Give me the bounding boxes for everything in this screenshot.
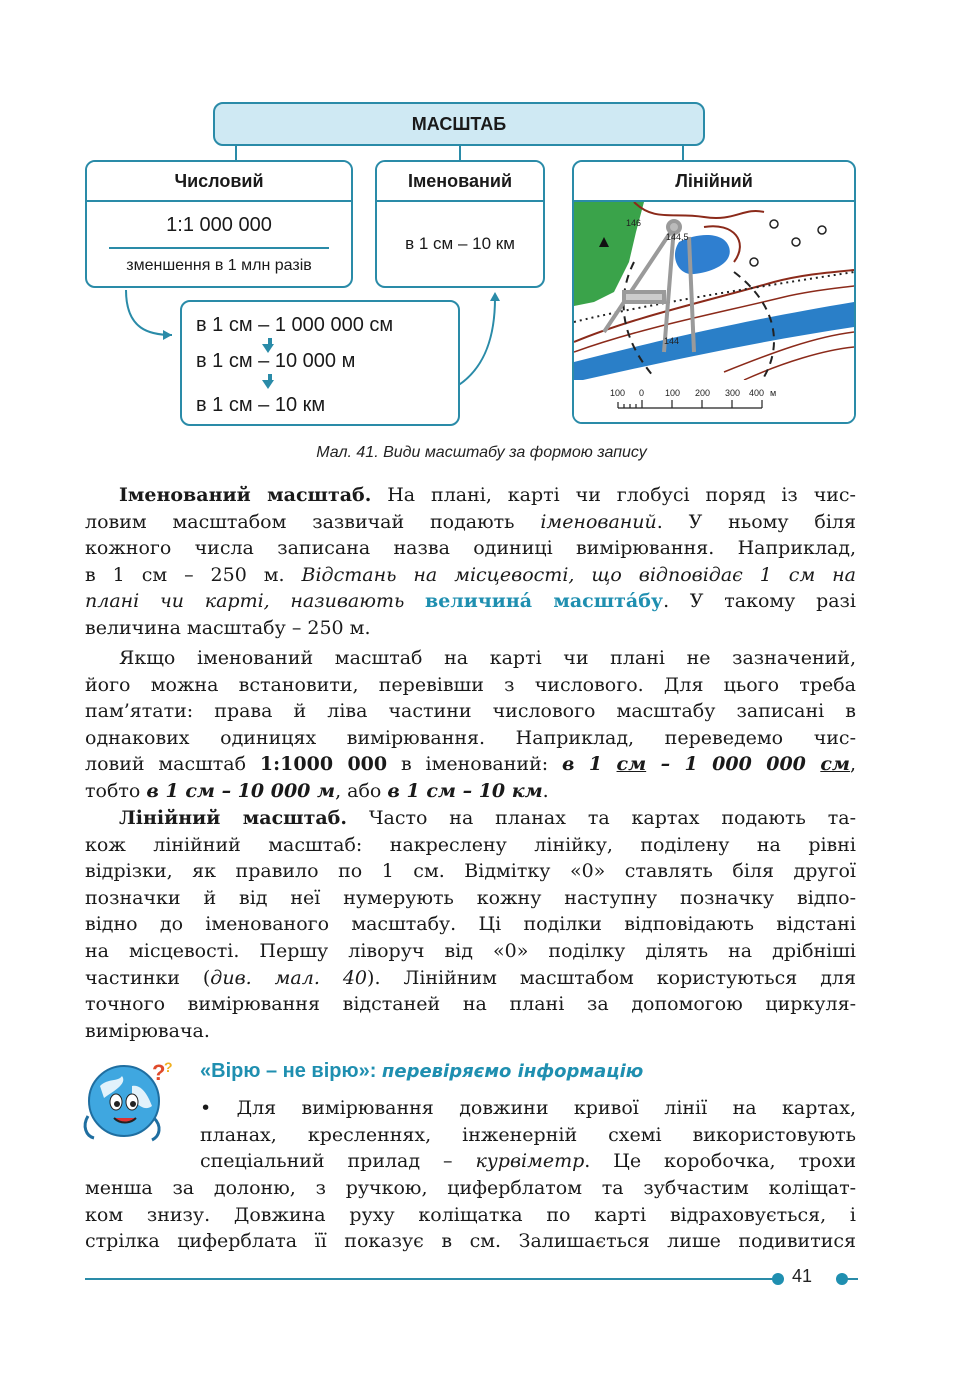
verify-heading (200, 1060, 643, 1083)
text: менша за долоню, з ручкою, циферблатом та зубчастим коліщат- (85, 1177, 856, 1199)
text: тобто (85, 779, 147, 802)
text: на місцевості. Першу ліворуч від «0» поділку ділять на дрібніші (85, 939, 856, 962)
text: , (849, 753, 857, 776)
italic-text: плані чи карті, називають (85, 590, 426, 613)
paragraph-linear-scale (85, 805, 856, 1044)
footer-rule-tail (846, 1278, 858, 1280)
bold-text: 1:1000 000 (259, 753, 388, 776)
text: кожного числа записана назва одиниці вимірювання. Наприклад, (85, 537, 856, 560)
term-named-scale: Іменований масштаб. (119, 484, 372, 506)
text: . Це коробочка, трохи (584, 1150, 856, 1173)
topographic-map-illustration (574, 202, 854, 424)
named-scale-box (375, 160, 545, 288)
numeric-scale-box (85, 160, 353, 288)
term-linear-scale: Лінійний масштаб. (119, 807, 347, 829)
linear-scale-heading: Лінійний (574, 162, 854, 202)
map-label-146: 146 (626, 218, 642, 228)
italic-text: Відстань на місцевості, що відповідає 1 см на (301, 563, 856, 586)
footer-dot-left (772, 1273, 784, 1285)
map-label-1445: 144,5 (666, 232, 689, 242)
text: Якщо іменований масштаб на карті чи плані не зазначений, (119, 647, 856, 669)
text: відрізки, як правило по 1 см. Відмітку «0» ставлять біля другої (85, 860, 856, 883)
scale-tick-label: 100 (610, 388, 626, 398)
named-scale-value: в 1 см – 10 км (405, 234, 515, 253)
italic-text: іменований (540, 510, 657, 533)
text: величина масштабу – 250 м. (85, 616, 371, 639)
italic-text: див. мал. 40 (210, 966, 368, 989)
text: планах, кресленнях, інженерній схемі використовують (200, 1123, 856, 1146)
conversion-box (180, 300, 460, 426)
text: частинки ( (85, 966, 211, 989)
text: стрілка циферблата її показує в см. Залишається лише подивитися (85, 1230, 856, 1253)
text: ). Лінійним масштабом користуються для (367, 966, 856, 989)
text: ловий масштаб (85, 753, 260, 776)
numeric-scale-explanation: зменшення в 1 млн разів (126, 257, 312, 274)
connector-right (682, 146, 684, 160)
text: в іменований: (387, 753, 562, 776)
diagram-title: МАСШТАБ (213, 102, 705, 146)
underlined-text: см (820, 753, 850, 776)
connector-trunk (235, 146, 237, 160)
text: • Для вимірювання довжини кривої лінії на картах, (200, 1097, 856, 1119)
numeric-scale-heading: Числовий (87, 162, 351, 202)
italic-text: в 1 см – 10 000 м (146, 779, 336, 802)
conversion-step-2: в 1 см – 10 000 м (196, 350, 356, 372)
text: точного вимірювання відстаней на плані за допомогою циркуля- (85, 993, 856, 1016)
connector-mid (459, 146, 461, 160)
scale-tick-label: 200 (695, 388, 711, 398)
italic-text: курвіметр (475, 1150, 585, 1173)
conversion-step-3: в 1 см – 10 км (196, 394, 326, 416)
italic-text: – 1 000 000 (646, 753, 821, 776)
scale-tick-label: 0 (639, 388, 645, 398)
scale-tick-label: 400 (749, 388, 765, 398)
text: в 1 см – 250 м. (85, 563, 302, 586)
map-label-144: 144 (664, 336, 680, 346)
paragraph-conversion (85, 645, 856, 805)
text: На плані, карті чи глобусі поряд із чис- (371, 484, 856, 506)
text: Часто на планах та картах подають та- (346, 807, 856, 829)
text: , або (335, 779, 388, 802)
fraction-line (109, 247, 329, 249)
text: однакових одиницях вимірювання. Наприклад, переведемо чис- (85, 726, 856, 749)
named-scale-heading: Іменований (377, 162, 543, 202)
text: . У такому разі (663, 590, 857, 613)
text: ком знизу. Довжина руху коліщатка по карті відраховується, і (85, 1203, 856, 1226)
globe-mascot-icon (82, 1056, 182, 1146)
linear-scale-box (572, 160, 856, 424)
scale-tick-label: 100 (665, 388, 681, 398)
numeric-scale-ratio: 1:1 000 000 (166, 214, 272, 236)
conversion-step-1: в 1 см – 1 000 000 см (196, 314, 394, 336)
term-scale-value: величина́ масшта́бу (425, 590, 664, 613)
text: ловим масштабом зазвичай подають (85, 510, 541, 533)
verify-heading-main: «Вірю – не вірю»: (200, 1060, 377, 1082)
text: позначки й від неї нумерують кожну наступну позначку відпо- (85, 886, 856, 909)
text: спеціальний прилад – (200, 1150, 476, 1173)
text: пам’ятати: права й ліва частини числового масштабу записані в (85, 700, 856, 723)
figure-caption: Мал. 41. Види масштабу за формою запису (316, 444, 647, 461)
verify-heading-sub: перевіряємо інформацію (381, 1061, 644, 1082)
verify-text (85, 1175, 856, 1255)
text: вимірювача. (85, 1019, 210, 1042)
italic-text: в 1 (561, 753, 617, 776)
svg-text:?: ? (152, 1060, 166, 1085)
text: його можна встановити, перевівши з числового. Для цього треба (85, 673, 856, 696)
down-arrow-icon (262, 380, 274, 389)
text: кож лінійний масштаб: накреслену лінійку, поділену на рівні (85, 833, 856, 856)
text: . (542, 779, 549, 802)
svg-text:?: ? (164, 1059, 173, 1075)
text: відно до іменованого масштабу. Ці поділки відповідають відстані (85, 913, 856, 936)
italic-text: в 1 см – 10 км (387, 779, 543, 802)
footer-rule (85, 1278, 775, 1280)
page-number: 41 (792, 1266, 813, 1286)
underlined-text: см (616, 753, 647, 776)
scale-tick-label: 300 (725, 388, 741, 398)
scale-unit-label: м (770, 388, 777, 398)
verify-text-indented (200, 1095, 856, 1175)
text: . У ньому біля (656, 510, 856, 533)
paragraph-named-scale (85, 482, 856, 642)
